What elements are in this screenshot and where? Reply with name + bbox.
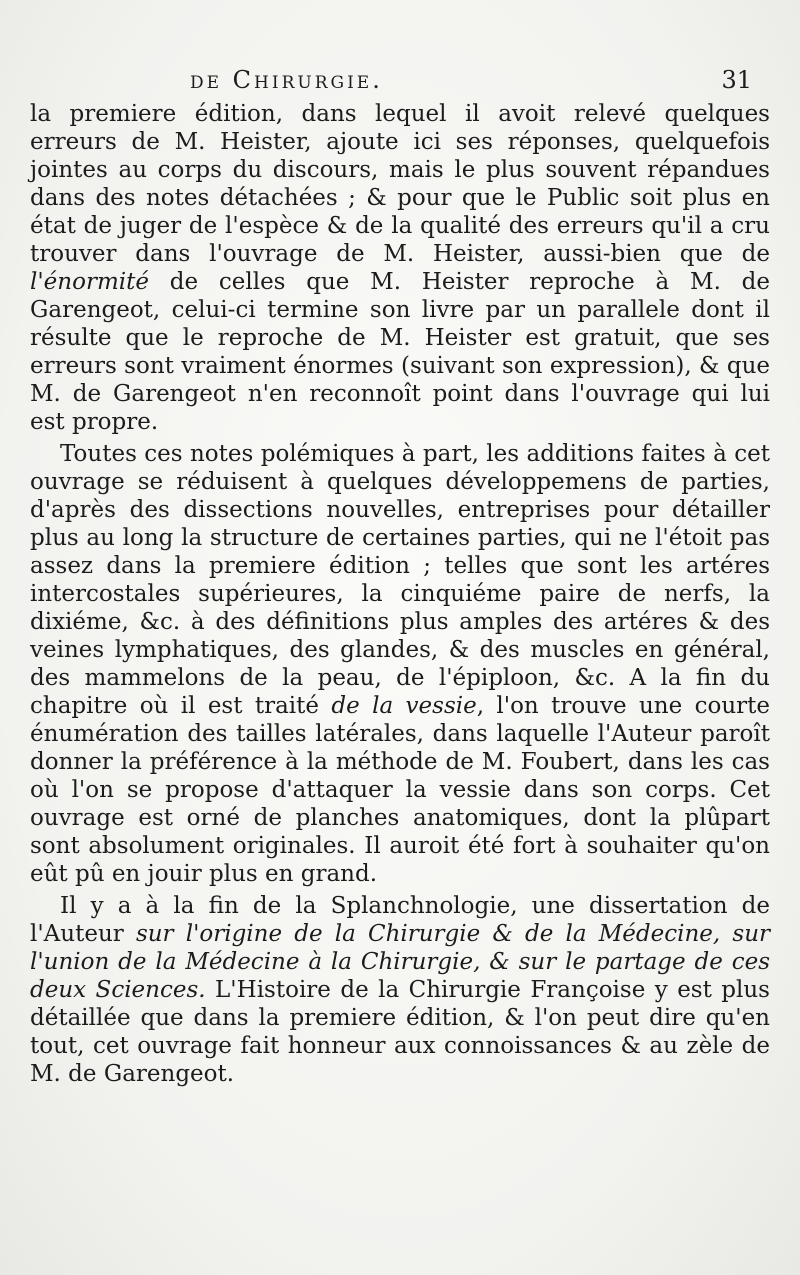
italic-run: sur l'origine de la Chirurgie & de la Médecine, sur l'union de la Médecine à la Chirurgie, & sur le partage de ces deux Sciences. (30, 921, 770, 1003)
paragraph-2 (30, 440, 770, 888)
italic-run: de la vessie (331, 693, 477, 719)
running-head (0, 60, 800, 100)
body-text (30, 100, 770, 1088)
italic-run: l'énormité (30, 269, 149, 295)
text-run: la premiere édition, dans lequel il avoit relevé quelques erreurs de M. Heister, ajoute ici ses réponses, quelquefois jointes au corps du discours, mais le plus souvent répandues dans des notes détachées ; & pour que le Public soit plus en état de juger de l'espèce & de la qualité des erreurs qu'il a cru trouver dans l'ouvrage de M. Heister, aussi-bien que de (30, 101, 770, 267)
text-run: de celles que M. Heister reproche à M. de Garengeot, celui-ci termine son livre par un parallele dont il résulte que le reproche de M. Heister est gratuit, que ses erreurs sont vraiment énormes (suivant son expression), & que M. de Garengeot n'en reconnoît point dans l'ouvrage qui lui est propre. (30, 269, 770, 435)
paragraph-3 (30, 892, 770, 1088)
text-run: Il y a à la fin de la Splanchnologie, une dissertation de l'Auteur (30, 893, 770, 947)
text-run: Toutes ces notes polémiques à part, les additions faites à cet ouvrage se réduisent à quelques développemens de parties, d'après des dissections nouvelles, entreprises pour détailler plus au long la structure de certaines parties, qui ne l'étoit pas assez dans la premiere édition ; telles que sont les artéres intercostales supérieures, la cinquiéme paire de nerfs, la dixiéme, &c. à des définitions plus amples des artéres & des veines lymphatiques, des glandes, & des muscles en général, des mammelons de la peau, de l'épiploon, &c. A la fin du chapitre où il est traité (30, 441, 770, 719)
page-number: 31 (721, 66, 752, 94)
text-run: , l'on trouve une courte énumération des tailles latérales, dans laquelle l'Auteur paroît donner la préférence à la méthode de M. Foubert, dans les cas où l'on se propose d'attaquer la vessie dans son corps. Cet ouvrage est orné de planches anatomiques, dont la plûpart sont absolument originales. Il auroit été fort à souhaiter qu'on eût pû en jouir plus en grand. (30, 693, 770, 887)
text-run: L'Histoire de la Chirurgie Françoise y est plus détaillée que dans la premiere édition, & l'on peut dire qu'en tout, cet ouvrage fait honneur aux connoissances & au zèle de M. de Garengeot. (30, 977, 770, 1087)
paragraph-1 (30, 100, 770, 436)
running-title: de Chirurgie. (190, 66, 383, 94)
